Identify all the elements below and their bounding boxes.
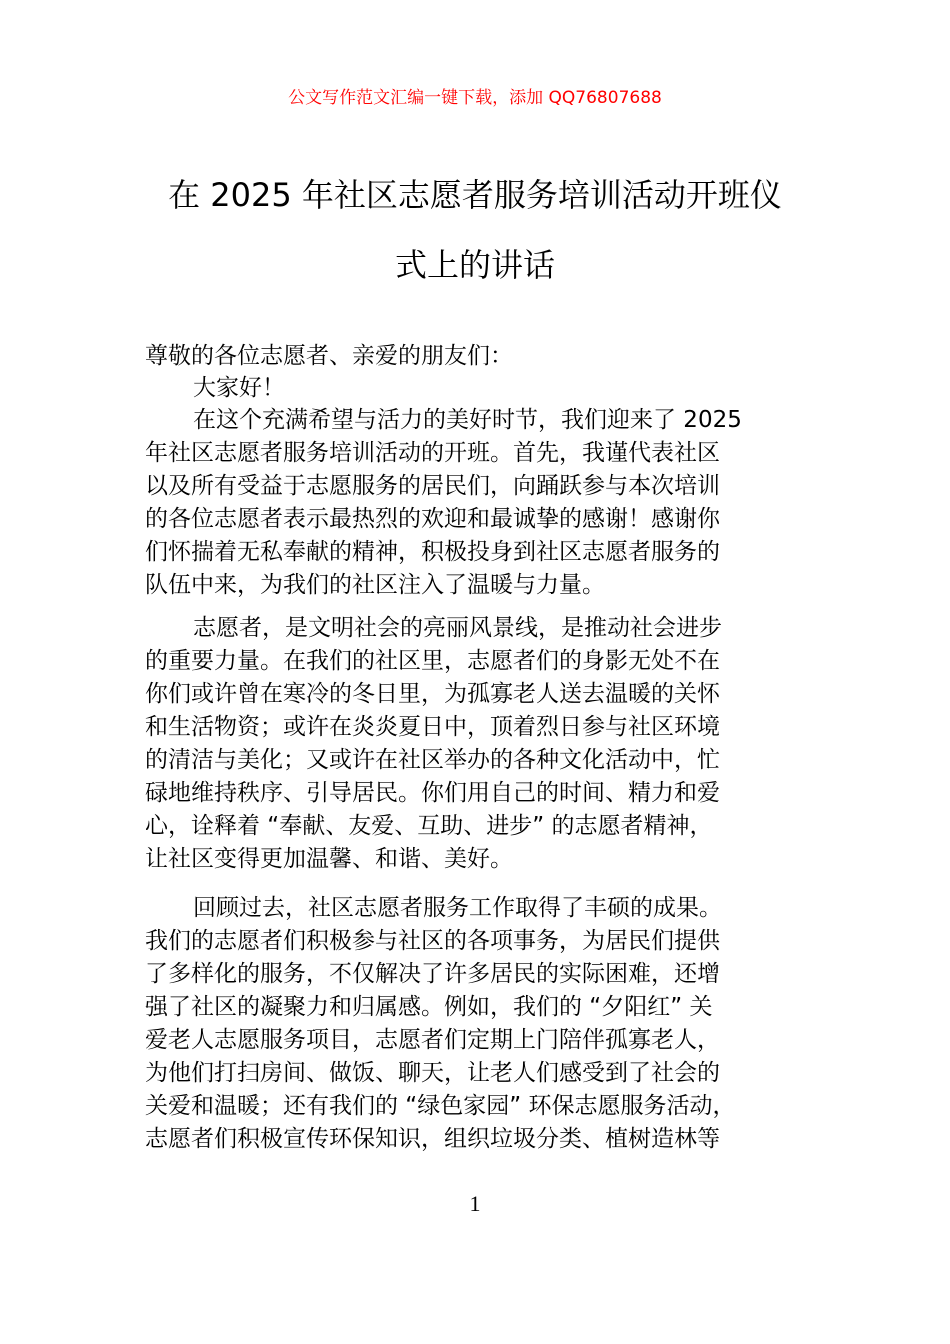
paragraph-2-line: 碌地维持秩序、引导居民。你们用自己的时间、精力和爱 xyxy=(145,780,720,806)
paragraph-1-line: 年社区志愿者服务培训活动的开班。首先，我谨代表社区 xyxy=(145,440,720,466)
paragraph-3-line: 强了社区的凝聚力和归属感。例如，我们的 “夕阳红” 关 xyxy=(145,994,713,1020)
paragraph-3-line: 爱老人志愿服务项目，志愿者们定期上门陪伴孤寡老人， xyxy=(145,1027,720,1053)
salutation: 尊敬的各位志愿者、亲爱的朋友们： xyxy=(145,343,513,369)
paragraph-2-line: 让社区变得更加温馨、和谐、美好。 xyxy=(145,846,513,872)
paragraph-2-line: 心，诠释着 “奉献、友爱、互助、进步” 的志愿者精神， xyxy=(145,813,713,839)
paragraph-1-line: 以及所有受益于志愿服务的居民们，向踊跃参与本次培训 xyxy=(145,473,720,499)
document-title-line-1: 在 2025 年社区志愿者服务培训活动开班仪 xyxy=(168,176,782,214)
paragraph-3-line: 了多样化的服务，不仅解决了许多居民的实际困难，还增 xyxy=(145,961,720,987)
paragraph-1-line: 在这个充满希望与活力的美好时节，我们迎来了 2025 xyxy=(193,407,742,433)
paragraph-2-line: 和生活物资；或许在炎炎夏日中，顶着烈日参与社区环境 xyxy=(145,714,720,740)
paragraph-3-line: 回顾过去，社区志愿者服务工作取得了丰硕的成果。 xyxy=(193,895,722,921)
page-number: 1 xyxy=(469,1191,481,1216)
paragraph-2-line: 的重要力量。在我们的社区里，志愿者们的身影无处不在 xyxy=(145,648,720,674)
paragraph-3-line: 为他们打扫房间、做饭、聊天，让老人们感受到了社会的 xyxy=(145,1060,720,1086)
paragraph-3-line: 志愿者们积极宣传环保知识，组织垃圾分类、植树造林等 xyxy=(145,1126,720,1152)
paragraph-1-line: 的各位志愿者表示最热烈的欢迎和最诚挚的感谢！感谢你 xyxy=(145,506,720,532)
header-download-note: 公文写作范文汇编一键下载，添加 QQ76807688 xyxy=(288,88,662,108)
paragraph-1-line: 队伍中来，为我们的社区注入了温暖与力量。 xyxy=(145,572,605,598)
paragraph-3-line: 关爱和温暖；还有我们的 “绿色家园” 环保志愿服务活动， xyxy=(145,1093,736,1119)
paragraph-2-line: 你们或许曾在寒冷的冬日里，为孤寡老人送去温暖的关怀 xyxy=(145,681,720,707)
paragraph-2-line: 的清洁与美化；又或许在社区举办的各种文化活动中，忙 xyxy=(145,747,720,773)
paragraph-3-line: 我们的志愿者们积极参与社区的各项事务，为居民们提供 xyxy=(145,928,720,954)
paragraph-1-line: 们怀揣着无私奉献的精神，积极投身到社区志愿者服务的 xyxy=(145,539,720,565)
paragraph-2-line: 志愿者，是文明社会的亮丽风景线，是推动社会进步 xyxy=(193,615,722,641)
greeting: 大家好！ xyxy=(193,375,285,401)
document-title-line-2: 式上的讲话 xyxy=(394,246,555,284)
